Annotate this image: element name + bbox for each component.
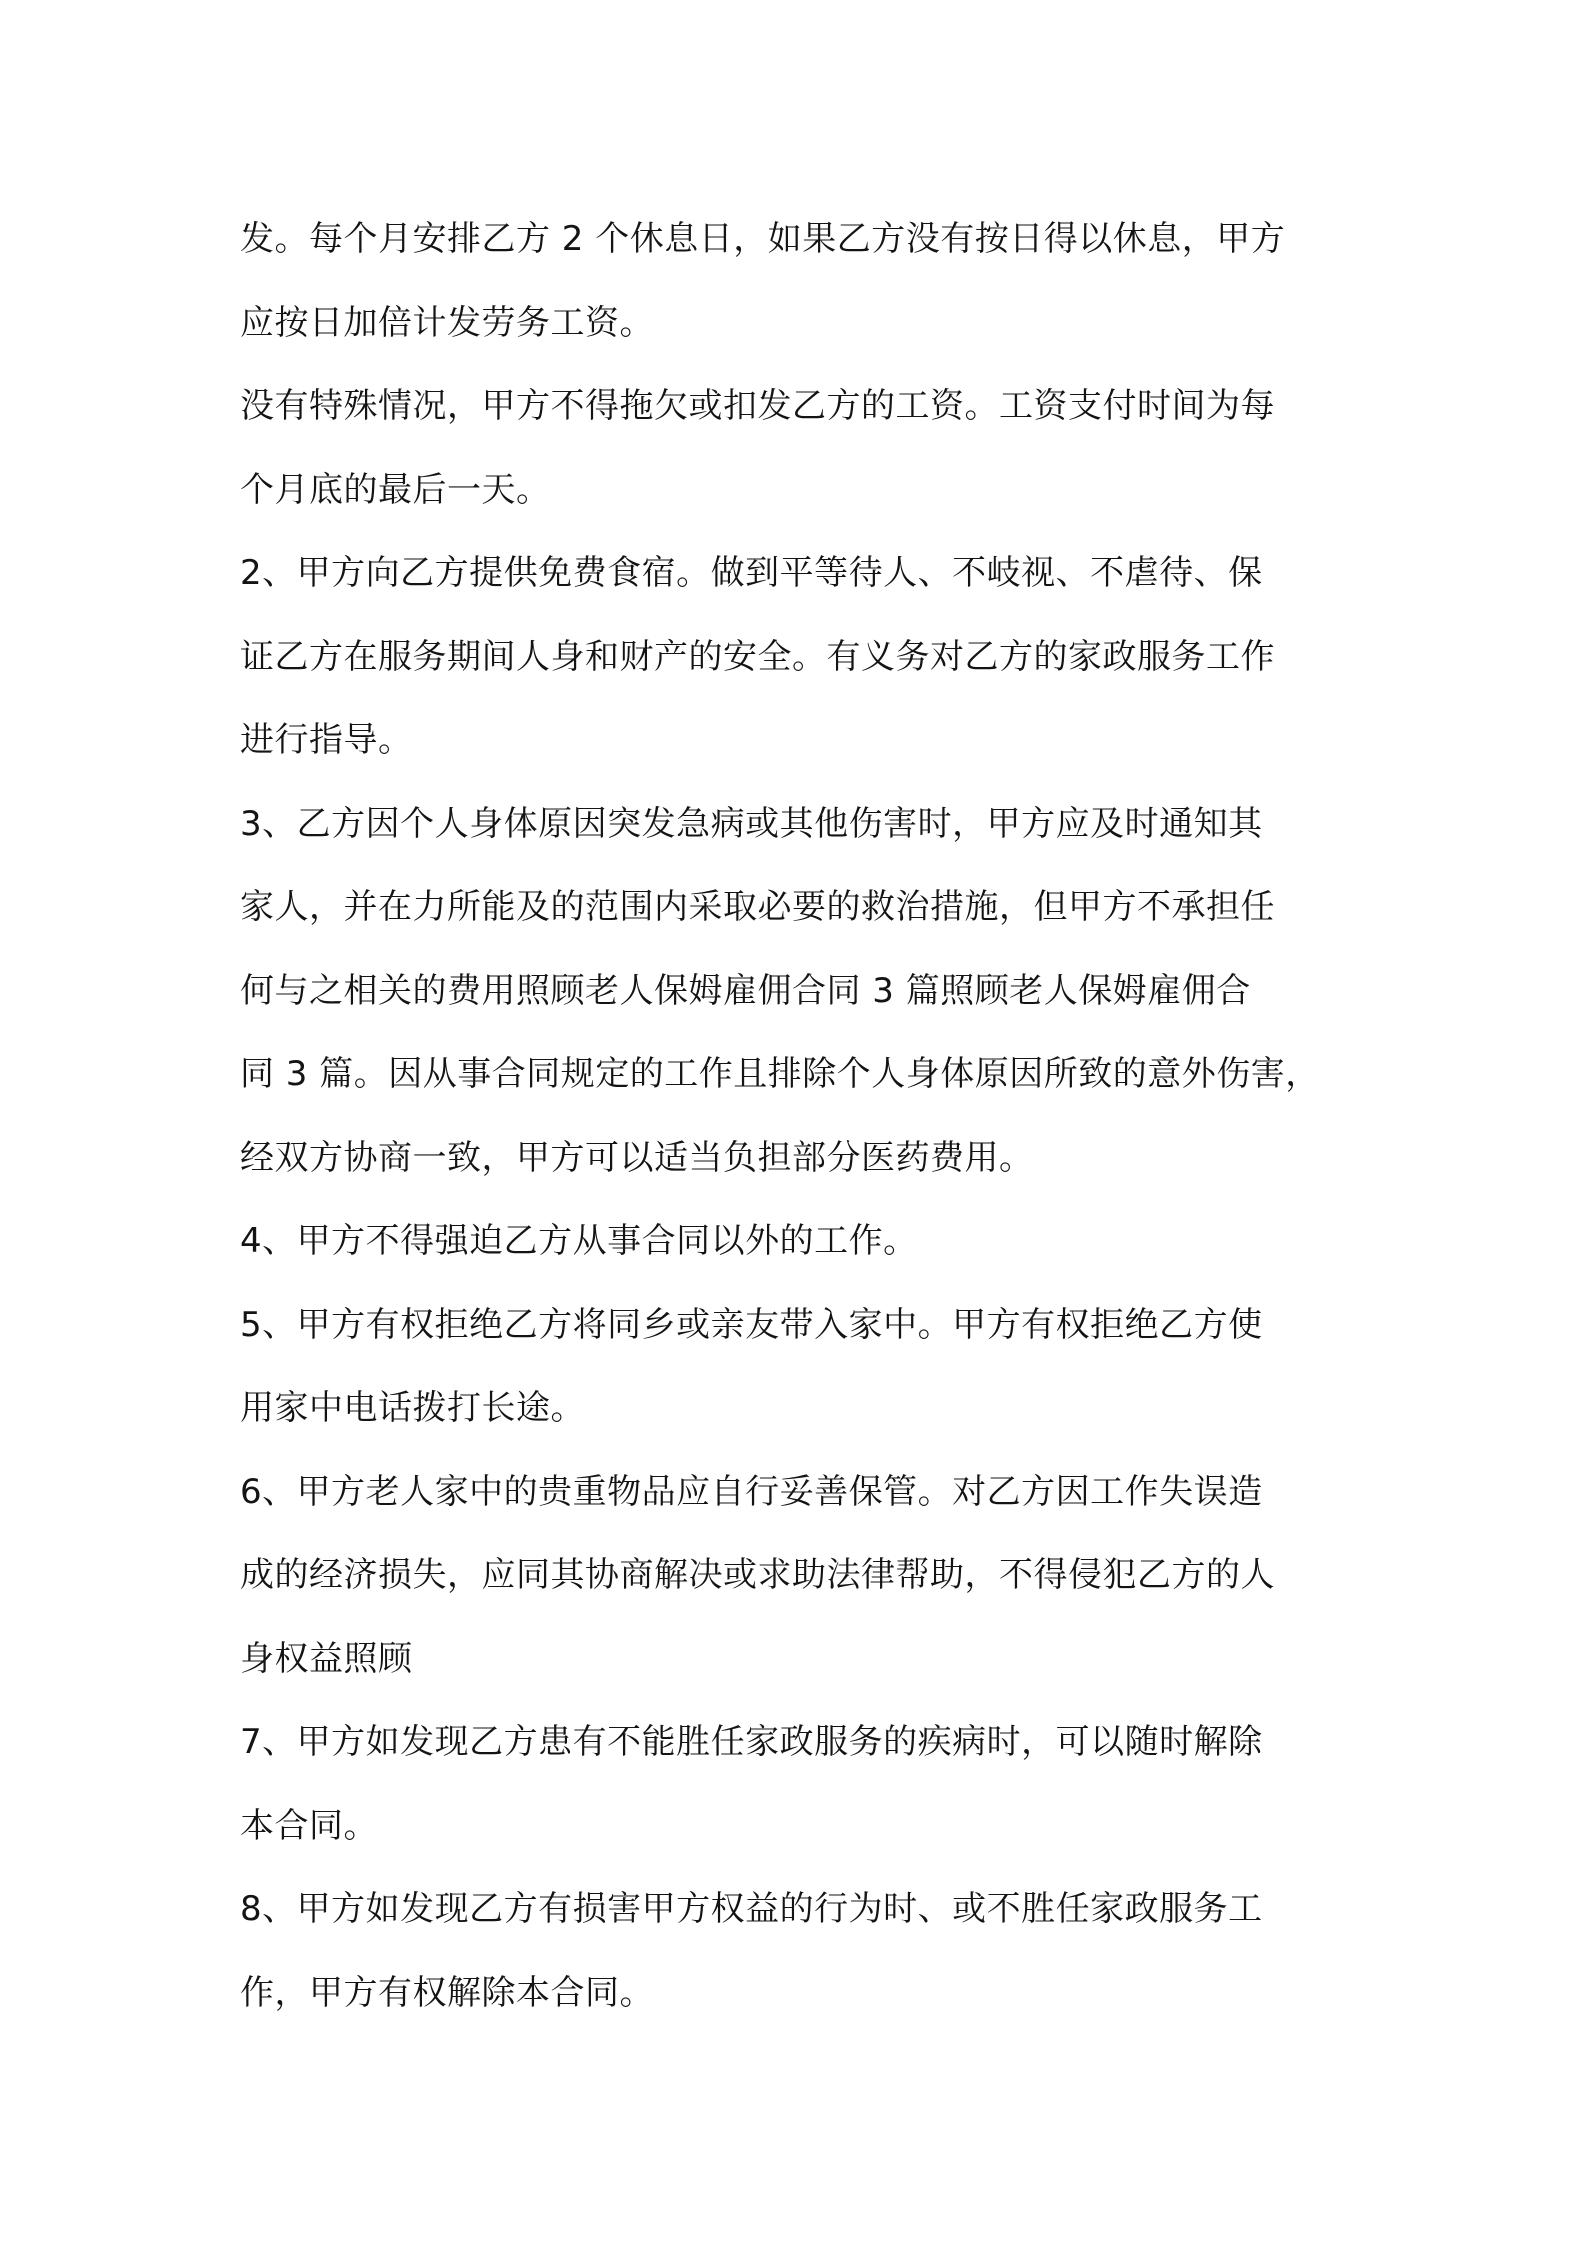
paragraph-clause-5: [240, 1284, 1390, 1451]
paragraph-clause-6: [240, 1451, 1390, 1702]
text-line: 进行指导。: [240, 720, 413, 760]
text-line: 3、乙方因个人身体原因突发急病或其他伤害时，甲方应及时通知其: [240, 803, 1263, 844]
text-line: 4、甲方不得强迫乙方从事合同以外的工作。: [240, 1221, 918, 1261]
paragraph-clause-4: [240, 1200, 1390, 1284]
text-line: 个月底的最后一天。: [240, 469, 551, 510]
document-body: [240, 198, 1390, 2035]
text-line: 身权益照顾: [240, 1638, 413, 1679]
text-line: 经双方协商一致，甲方可以适当负担部分医药费用。: [240, 1137, 1034, 1178]
paragraph-wage-rest-days: [240, 198, 1390, 365]
text-line: 5、甲方有权拒绝乙方将同乡或亲友带入家中。甲方有权拒绝乙方使: [240, 1304, 1263, 1345]
text-line: 没有特殊情况，甲方不得拖欠或扣发乙方的工资。工资支付时间为每: [240, 386, 1275, 426]
paragraph-clause-8: [240, 1868, 1390, 2035]
paragraph-clause-3: [240, 783, 1390, 1201]
text-line: 作，甲方有权解除本合同。: [240, 1972, 654, 2013]
text-line: 7、甲方如发现乙方患有不能胜任家政服务的疾病时，可以随时解除: [240, 1722, 1263, 1762]
text-line: 6、甲方老人家中的贵重物品应自行妥善保管。对乙方因工作失误造: [240, 1471, 1263, 1512]
text-line: 用家中电话拨打长途。: [240, 1388, 585, 1428]
text-line: 同 3 篇。因从事合同规定的工作且排除个人身体原因所致的意外伤害，: [240, 1054, 1320, 1094]
paragraph-clause-7: [240, 1701, 1390, 1868]
paragraph-wage-payment: [240, 365, 1390, 532]
text-line: 8、甲方如发现乙方有损害甲方权益的行为时、或不胜任家政服务工: [240, 1889, 1263, 1929]
text-line: 2、甲方向乙方提供免费食宿。做到平等待人、不岐视、不虐待、保: [240, 553, 1263, 593]
paragraph-clause-2: [240, 532, 1390, 783]
text-line: 何与之相关的费用照顾老人保姆雇佣合同 3 篇照顾老人保姆雇佣合: [240, 970, 1251, 1011]
text-line: 证乙方在服务期间人身和财产的安全。有义务对乙方的家政服务工作: [240, 636, 1275, 677]
text-line: 发。每个月安排乙方 2 个休息日，如果乙方没有按日得以休息，甲方: [240, 219, 1286, 259]
text-line: 成的经济损失，应同其协商解决或求助法律帮助，不得侵犯乙方的人: [240, 1555, 1275, 1595]
text-line: 应按日加倍计发劳务工资。: [240, 302, 654, 343]
text-line: 本合同。: [240, 1805, 378, 1846]
text-line: 家人，并在力所能及的范围内采取必要的救治措施，但甲方不承担任: [240, 887, 1275, 927]
